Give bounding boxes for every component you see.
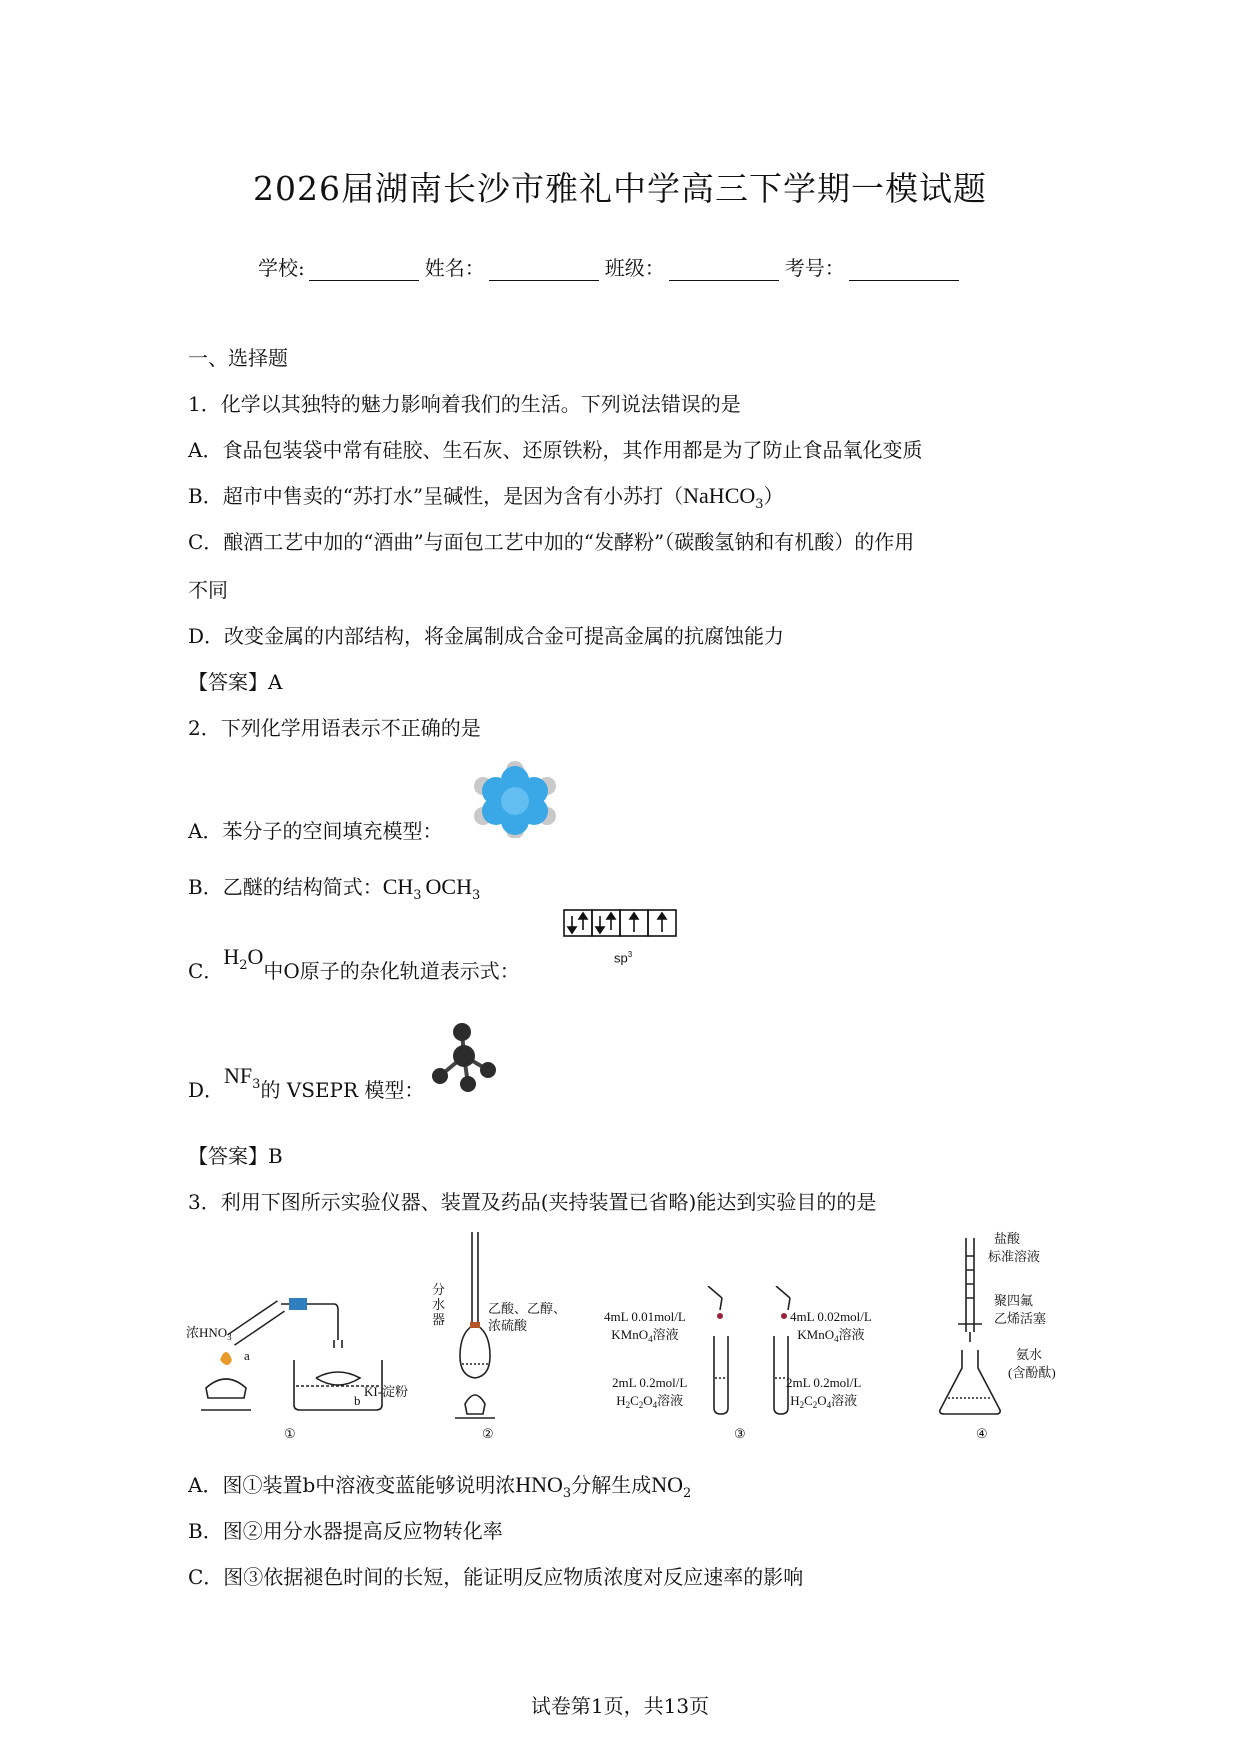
- fig2-separator-label: 分 水 器: [432, 1282, 446, 1327]
- nf3-vsepr-model: [428, 1020, 500, 1098]
- q2-option-d: D．$NF^3$的 VSEPR 模型：: [188, 1063, 425, 1102]
- electron-arrows: [568, 913, 666, 933]
- fig3-right-top-label: 4mL 0.02mol/L KMnO$_4$溶液: [790, 1309, 872, 1344]
- q1-option-d: D．改变金属的内部结构，将金属制成合金可提高金属的抗腐蚀能力: [188, 624, 785, 648]
- q2-option-b: B．乙醚的结构简式：$CH_3$ $OCH_3$: [188, 874, 481, 903]
- q3-option-a: A．图①装置b中溶液变蓝能够说明浓$HNO_3$分解生成$NO_2$: [188, 1472, 692, 1501]
- exam-no-blank: [849, 258, 959, 281]
- fig3-right-bottom-label: 2mL 0.2mol/L $H_2C_2O_4$溶液: [786, 1375, 862, 1410]
- school-blank: [309, 258, 419, 281]
- fig1-a-label: a: [244, 1348, 250, 1363]
- q2-answer: 【答案】B: [188, 1144, 283, 1168]
- q1-option-b: B．超市中售卖的“苏打水”呈碱性，是因为含有小苏打（NaHCO$_3$）: [188, 483, 784, 512]
- fig1-b-label: b: [354, 1393, 361, 1408]
- fig3-left-bottom-label: 2mL 0.2mol/L $H_2C_2O_4$溶液: [612, 1375, 688, 1410]
- q3-stem: 3．利用下图所示实验仪器、装置及药品(夹持装置已省略)能达到实验目的的是: [188, 1190, 877, 1214]
- fig3-number: ③: [734, 1426, 746, 1441]
- page-footer: 试卷第1页，共13页: [530, 1694, 710, 1718]
- class-label: 班级：: [604, 256, 665, 280]
- name-label: 姓名：: [424, 256, 485, 280]
- section-heading: 一、选择题: [188, 346, 288, 370]
- class-blank: [669, 258, 779, 281]
- fig1-number: ①: [284, 1426, 296, 1441]
- q1-answer: 【答案】A: [188, 670, 283, 694]
- q3-option-b: B．图②用分水器提高反应物转化率: [188, 1519, 503, 1543]
- fig1-acid-label: 浓$HNO_3$: [186, 1325, 232, 1342]
- fig3-left-top-label: 4mL 0.01mol/L KMnO$_4$溶液: [604, 1309, 686, 1344]
- exam-no-label: 考号：: [784, 256, 845, 280]
- fig1-ki-label: KI-淀粉: [364, 1384, 409, 1399]
- fig4-ptfe-label: 聚四氟 乙烯活塞: [994, 1293, 1047, 1326]
- page-title: 2026届湖南长沙市雅礼中学高三下学期一模试题: [253, 169, 987, 208]
- q2-stem: 2．下列化学用语表示不正确的是: [188, 716, 481, 740]
- q2-option-c: C．$H^2O$中O原子的杂化轨道表示式：: [188, 944, 520, 983]
- benzene-space-filling-model: [470, 758, 560, 838]
- fig2-reagent-label: 乙酸、乙醇、 浓硫酸: [488, 1301, 567, 1333]
- q1-option-a: A．食品包装袋中常有硅胶、生石灰、还原铁粉，其作用都是为了防止食品氧化变质: [188, 438, 923, 462]
- q2-option-a: A．苯分子的空间填充模型：: [188, 819, 443, 843]
- q3-option-c: C．图③依据褪色时间的长短，能证明反应物质浓度对反应速率的影响: [188, 1565, 804, 1589]
- sp3-label: $sp^3$: [614, 950, 633, 966]
- fig4-hcl-label: 盐酸 标准溶液: [988, 1231, 1041, 1264]
- student-info-row: [258, 252, 965, 281]
- fig4-number: ④: [976, 1426, 988, 1441]
- q1-option-c: C．酿酒工艺中加的“酒曲”与面包工艺中加的“发酵粉”（碳酸氢钠和有机酸）的作用: [188, 530, 915, 554]
- fig2-number: ②: [482, 1426, 494, 1441]
- fig4-ammonia-label: 氨水 (含酚酞): [1008, 1347, 1056, 1380]
- school-label: 学校:: [258, 256, 305, 280]
- q1-option-c-cont: 不同: [188, 578, 228, 602]
- q1-stem: 1．化学以其独特的魅力影响着我们的生活。下列说法错误的是: [188, 392, 741, 416]
- name-blank: [489, 258, 599, 281]
